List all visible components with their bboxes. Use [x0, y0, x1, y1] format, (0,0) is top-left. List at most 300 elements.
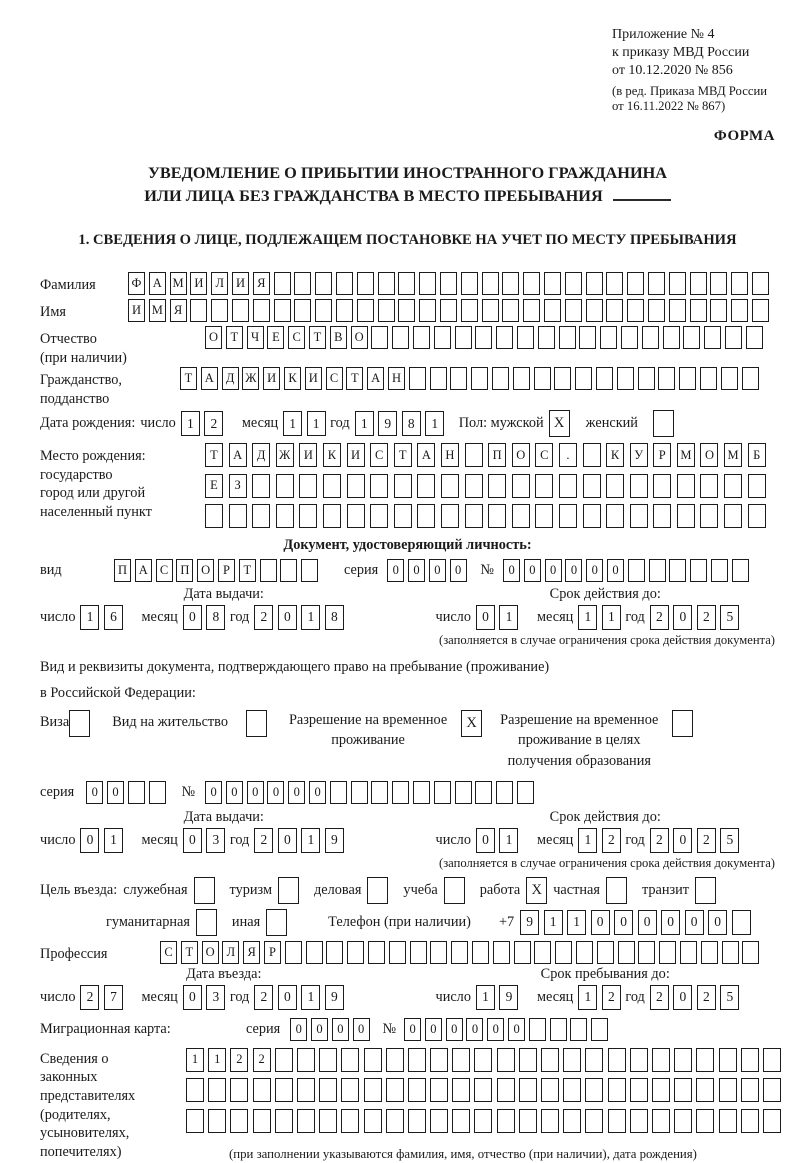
cell[interactable]: 0 — [309, 781, 326, 804]
cell[interactable] — [465, 474, 483, 498]
cell[interactable] — [652, 1078, 670, 1102]
cell[interactable]: П — [176, 559, 193, 582]
purpose-official-checkbox[interactable] — [194, 877, 215, 904]
cell[interactable]: 9 — [499, 985, 518, 1010]
cell[interactable] — [519, 1078, 537, 1102]
cell[interactable] — [274, 299, 291, 322]
cell[interactable] — [617, 367, 634, 390]
cell[interactable] — [430, 1109, 448, 1133]
cell[interactable] — [690, 299, 707, 322]
cell[interactable] — [297, 1048, 315, 1072]
cell[interactable] — [674, 1048, 692, 1072]
cell[interactable] — [585, 1109, 603, 1133]
cell[interactable] — [186, 1078, 204, 1102]
cell[interactable]: 5 — [720, 985, 739, 1010]
cell[interactable]: 0 — [685, 910, 704, 935]
cell[interactable] — [606, 504, 624, 528]
cell[interactable]: 0 — [311, 1018, 328, 1041]
cell[interactable] — [541, 1048, 559, 1072]
cell[interactable] — [517, 326, 534, 349]
cell[interactable]: 0 — [80, 828, 99, 853]
cell[interactable] — [696, 1078, 714, 1102]
cell[interactable] — [471, 367, 488, 390]
cell[interactable]: 1 — [104, 828, 123, 853]
cell[interactable] — [535, 474, 553, 498]
cell[interactable]: 2 — [230, 1048, 248, 1072]
cell[interactable] — [535, 504, 553, 528]
cell[interactable]: 0 — [183, 828, 202, 853]
cell[interactable]: 1 — [208, 1048, 226, 1072]
cell[interactable] — [441, 474, 459, 498]
cell[interactable]: 0 — [614, 910, 633, 935]
cell[interactable]: 2 — [80, 985, 99, 1010]
cell[interactable]: 0 — [278, 828, 297, 853]
cell[interactable]: 1 — [578, 828, 597, 853]
cell[interactable]: 2 — [254, 605, 273, 630]
cell[interactable] — [474, 1078, 492, 1102]
cell[interactable]: А — [229, 443, 247, 467]
cell[interactable] — [386, 1048, 404, 1072]
cell[interactable] — [748, 504, 766, 528]
cell[interactable]: 8 — [325, 605, 344, 630]
cell[interactable] — [512, 504, 530, 528]
cell[interactable] — [419, 272, 436, 295]
cell[interactable]: К — [606, 443, 624, 467]
cell[interactable] — [597, 941, 614, 964]
cell[interactable]: 0 — [107, 781, 124, 804]
cell[interactable] — [570, 1018, 587, 1041]
cell[interactable]: 2 — [204, 411, 223, 436]
cell[interactable] — [190, 299, 207, 322]
cell[interactable] — [440, 299, 457, 322]
cell[interactable] — [323, 504, 341, 528]
cell[interactable]: 0 — [183, 985, 202, 1010]
cell[interactable] — [186, 1109, 204, 1133]
cell[interactable] — [336, 272, 353, 295]
cell[interactable] — [732, 910, 751, 935]
cell[interactable] — [347, 504, 365, 528]
cell[interactable] — [285, 941, 302, 964]
cell[interactable] — [696, 1048, 714, 1072]
cell[interactable]: 1 — [181, 411, 200, 436]
cell[interactable]: . — [559, 443, 577, 467]
cell[interactable] — [465, 504, 483, 528]
cell[interactable] — [630, 1078, 648, 1102]
cell[interactable] — [386, 1078, 404, 1102]
cell[interactable] — [669, 299, 686, 322]
cell[interactable] — [677, 504, 695, 528]
cell[interactable] — [596, 367, 613, 390]
cell[interactable] — [452, 1109, 470, 1133]
cell[interactable]: Р — [218, 559, 235, 582]
cell[interactable] — [555, 941, 572, 964]
cell[interactable]: Я — [170, 299, 187, 322]
cell[interactable]: 0 — [508, 1018, 525, 1041]
cell[interactable] — [583, 443, 601, 467]
cell[interactable] — [575, 367, 592, 390]
cell[interactable]: 2 — [697, 605, 716, 630]
cell[interactable]: М — [149, 299, 166, 322]
cell[interactable]: 0 — [278, 985, 297, 1010]
cell[interactable]: И — [305, 367, 322, 390]
cell[interactable] — [606, 272, 623, 295]
cell[interactable] — [472, 941, 489, 964]
cell[interactable] — [440, 272, 457, 295]
cell[interactable] — [502, 299, 519, 322]
cell[interactable] — [398, 299, 415, 322]
cell[interactable] — [541, 1078, 559, 1102]
cell[interactable]: 6 — [104, 605, 123, 630]
cell[interactable]: О — [512, 443, 530, 467]
cell[interactable] — [330, 781, 347, 804]
cell[interactable] — [370, 504, 388, 528]
cell[interactable] — [280, 559, 297, 582]
cell[interactable] — [674, 1078, 692, 1102]
cell[interactable] — [608, 1078, 626, 1102]
cell[interactable] — [208, 1109, 226, 1133]
cell[interactable]: 1 — [301, 985, 320, 1010]
temp-permit-edu-checkbox[interactable] — [672, 710, 693, 737]
cell[interactable] — [544, 272, 561, 295]
cell[interactable]: И — [263, 367, 280, 390]
cell[interactable] — [452, 1048, 470, 1072]
cell[interactable] — [763, 1048, 781, 1072]
cell[interactable]: И — [190, 272, 207, 295]
cell[interactable] — [563, 1048, 581, 1072]
cell[interactable] — [513, 367, 530, 390]
cell[interactable]: О — [700, 443, 718, 467]
cell[interactable]: 1 — [186, 1048, 204, 1072]
cell[interactable] — [701, 941, 718, 964]
cell[interactable] — [455, 781, 472, 804]
cell[interactable] — [128, 781, 145, 804]
cell[interactable] — [579, 326, 596, 349]
cell[interactable] — [336, 299, 353, 322]
cell[interactable]: 0 — [661, 910, 680, 935]
cell[interactable]: 0 — [404, 1018, 421, 1041]
cell[interactable] — [652, 1109, 670, 1133]
cell[interactable] — [742, 941, 759, 964]
cell[interactable]: А — [201, 367, 218, 390]
cell[interactable] — [276, 474, 294, 498]
cell[interactable] — [658, 367, 675, 390]
cell[interactable]: 5 — [720, 605, 739, 630]
cell[interactable] — [519, 1048, 537, 1072]
cell[interactable] — [275, 1048, 293, 1072]
cell[interactable] — [628, 559, 645, 582]
cell[interactable] — [669, 272, 686, 295]
cell[interactable] — [538, 326, 555, 349]
cell[interactable]: Я — [253, 272, 270, 295]
cell[interactable] — [253, 1078, 271, 1102]
cell[interactable]: П — [114, 559, 131, 582]
cell[interactable]: 0 — [565, 559, 582, 582]
cell[interactable] — [648, 272, 665, 295]
cell[interactable] — [357, 299, 374, 322]
cell[interactable] — [627, 299, 644, 322]
cell[interactable]: О — [197, 559, 214, 582]
cell[interactable] — [742, 367, 759, 390]
cell[interactable]: 0 — [446, 1018, 463, 1041]
cell[interactable] — [392, 781, 409, 804]
cell[interactable]: Ж — [276, 443, 294, 467]
cell[interactable]: Е — [205, 474, 223, 498]
cell[interactable]: 1 — [301, 828, 320, 853]
cell[interactable]: Р — [264, 941, 281, 964]
cell[interactable] — [512, 474, 530, 498]
cell[interactable] — [700, 367, 717, 390]
cell[interactable] — [741, 1109, 759, 1133]
purpose-work-checkbox[interactable]: X — [526, 877, 547, 904]
cell[interactable]: 1 — [499, 605, 518, 630]
cell[interactable] — [475, 326, 492, 349]
cell[interactable]: Т — [181, 941, 198, 964]
cell[interactable] — [408, 1048, 426, 1072]
cell[interactable]: О — [205, 326, 222, 349]
cell[interactable] — [455, 326, 472, 349]
cell[interactable] — [585, 1048, 603, 1072]
cell[interactable]: 0 — [673, 605, 692, 630]
cell[interactable] — [724, 474, 742, 498]
cell[interactable] — [408, 1109, 426, 1133]
cell[interactable] — [299, 504, 317, 528]
cell[interactable] — [559, 474, 577, 498]
cell[interactable] — [306, 941, 323, 964]
cell[interactable]: 1 — [578, 605, 597, 630]
cell[interactable] — [492, 367, 509, 390]
cell[interactable]: 0 — [673, 985, 692, 1010]
cell[interactable]: Т — [394, 443, 412, 467]
cell[interactable]: 2 — [697, 828, 716, 853]
cell[interactable] — [659, 941, 676, 964]
cell[interactable]: 0 — [545, 559, 562, 582]
cell[interactable]: П — [488, 443, 506, 467]
cell[interactable] — [370, 474, 388, 498]
visa-checkbox[interactable] — [69, 710, 90, 737]
cell[interactable] — [683, 326, 700, 349]
cell[interactable] — [565, 272, 582, 295]
cell[interactable]: 9 — [378, 411, 397, 436]
cell[interactable]: 3 — [206, 828, 225, 853]
cell[interactable]: 0 — [247, 781, 264, 804]
cell[interactable] — [149, 781, 166, 804]
cell[interactable] — [606, 299, 623, 322]
cell[interactable]: Е — [267, 326, 284, 349]
cell[interactable]: Ф — [128, 272, 145, 295]
cell[interactable] — [630, 1048, 648, 1072]
cell[interactable] — [710, 299, 727, 322]
cell[interactable] — [638, 367, 655, 390]
cell[interactable]: Т — [226, 326, 243, 349]
cell[interactable] — [719, 1109, 737, 1133]
cell[interactable] — [430, 941, 447, 964]
cell[interactable] — [408, 1078, 426, 1102]
cell[interactable] — [319, 1078, 337, 1102]
cell[interactable] — [502, 272, 519, 295]
cell[interactable] — [497, 1048, 515, 1072]
cell[interactable] — [465, 443, 483, 467]
cell[interactable] — [752, 299, 769, 322]
cell[interactable] — [523, 299, 540, 322]
cell[interactable] — [474, 1109, 492, 1133]
cell[interactable] — [205, 504, 223, 528]
cell[interactable] — [434, 326, 451, 349]
purpose-study-checkbox[interactable] — [444, 877, 465, 904]
cell[interactable]: 1 — [544, 910, 563, 935]
cell[interactable] — [630, 1109, 648, 1133]
cell[interactable]: 0 — [408, 559, 425, 582]
cell[interactable] — [630, 474, 648, 498]
cell[interactable] — [230, 1078, 248, 1102]
cell[interactable] — [364, 1048, 382, 1072]
cell[interactable] — [341, 1109, 359, 1133]
cell[interactable] — [323, 474, 341, 498]
cell[interactable] — [559, 326, 576, 349]
cell[interactable] — [674, 1109, 692, 1133]
cell[interactable] — [252, 504, 270, 528]
cell[interactable]: 1 — [476, 985, 495, 1010]
cell[interactable]: А — [149, 272, 166, 295]
cell[interactable] — [497, 1078, 515, 1102]
cell[interactable]: Д — [222, 367, 239, 390]
cell[interactable]: 0 — [638, 910, 657, 935]
cell[interactable] — [704, 326, 721, 349]
temp-permit-checkbox[interactable]: X — [461, 710, 482, 737]
cell[interactable]: 9 — [325, 985, 344, 1010]
cell[interactable] — [252, 474, 270, 498]
cell[interactable] — [274, 272, 291, 295]
cell[interactable] — [653, 504, 671, 528]
cell[interactable]: А — [417, 443, 435, 467]
cell[interactable] — [394, 474, 412, 498]
cell[interactable]: Л — [211, 272, 228, 295]
cell[interactable] — [638, 941, 655, 964]
cell[interactable] — [452, 1078, 470, 1102]
cell[interactable]: 2 — [253, 1048, 271, 1072]
cell[interactable]: 0 — [673, 828, 692, 853]
cell[interactable]: 1 — [355, 411, 374, 436]
cell[interactable] — [690, 559, 707, 582]
cell[interactable] — [583, 474, 601, 498]
cell[interactable] — [441, 504, 459, 528]
cell[interactable]: Л — [222, 941, 239, 964]
cell[interactable]: А — [367, 367, 384, 390]
cell[interactable]: С — [370, 443, 388, 467]
cell[interactable] — [627, 272, 644, 295]
purpose-business-checkbox[interactable] — [367, 877, 388, 904]
cell[interactable]: 1 — [283, 411, 302, 436]
cell[interactable] — [315, 272, 332, 295]
cell[interactable] — [347, 941, 364, 964]
cell[interactable] — [294, 299, 311, 322]
cell[interactable]: 8 — [206, 605, 225, 630]
cell[interactable]: Т — [180, 367, 197, 390]
cell[interactable] — [413, 781, 430, 804]
cell[interactable] — [517, 781, 534, 804]
cell[interactable]: Д — [252, 443, 270, 467]
cell[interactable] — [732, 559, 749, 582]
cell[interactable] — [731, 299, 748, 322]
cell[interactable]: 0 — [708, 910, 727, 935]
gender-male-checkbox[interactable]: X — [549, 410, 570, 437]
cell[interactable] — [417, 504, 435, 528]
cell[interactable] — [450, 367, 467, 390]
cell[interactable]: И — [347, 443, 365, 467]
cell[interactable] — [253, 1109, 271, 1133]
cell[interactable]: О — [202, 941, 219, 964]
cell[interactable] — [253, 299, 270, 322]
cell[interactable] — [724, 504, 742, 528]
cell[interactable]: 0 — [476, 605, 495, 630]
cell[interactable] — [731, 272, 748, 295]
cell[interactable] — [368, 941, 385, 964]
cell[interactable] — [621, 326, 638, 349]
cell[interactable] — [474, 1048, 492, 1072]
cell[interactable] — [710, 272, 727, 295]
cell[interactable] — [378, 272, 395, 295]
cell[interactable] — [497, 1109, 515, 1133]
cell[interactable] — [608, 1048, 626, 1072]
purpose-transit-checkbox[interactable] — [695, 877, 716, 904]
cell[interactable]: 0 — [450, 559, 467, 582]
cell[interactable]: 2 — [602, 828, 621, 853]
cell[interactable]: 0 — [607, 559, 624, 582]
cell[interactable] — [299, 474, 317, 498]
cell[interactable]: 1 — [567, 910, 586, 935]
cell[interactable] — [563, 1109, 581, 1133]
cell[interactable] — [434, 781, 451, 804]
cell[interactable]: Н — [441, 443, 459, 467]
cell[interactable]: 0 — [267, 781, 284, 804]
cell[interactable]: 2 — [650, 828, 669, 853]
cell[interactable] — [297, 1078, 315, 1102]
cell[interactable] — [496, 781, 513, 804]
cell[interactable] — [677, 474, 695, 498]
cell[interactable] — [722, 941, 739, 964]
cell[interactable] — [357, 272, 374, 295]
cell[interactable]: И — [232, 272, 249, 295]
cell[interactable]: И — [299, 443, 317, 467]
cell[interactable] — [514, 941, 531, 964]
cell[interactable]: 0 — [288, 781, 305, 804]
cell[interactable]: 0 — [476, 828, 495, 853]
cell[interactable] — [550, 1018, 567, 1041]
cell[interactable]: Я — [243, 941, 260, 964]
cell[interactable]: 5 — [720, 828, 739, 853]
cell[interactable] — [608, 1109, 626, 1133]
cell[interactable]: 8 — [402, 411, 421, 436]
cell[interactable] — [534, 941, 551, 964]
purpose-humanitarian-checkbox[interactable] — [196, 909, 217, 936]
cell[interactable]: 2 — [602, 985, 621, 1010]
cell[interactable] — [371, 326, 388, 349]
cell[interactable] — [721, 367, 738, 390]
cell[interactable]: У — [630, 443, 648, 467]
cell[interactable] — [482, 272, 499, 295]
cell[interactable]: В — [330, 326, 347, 349]
cell[interactable] — [748, 474, 766, 498]
cell[interactable] — [493, 941, 510, 964]
cell[interactable] — [519, 1109, 537, 1133]
purpose-private-checkbox[interactable] — [606, 877, 627, 904]
cell[interactable] — [430, 1078, 448, 1102]
cell[interactable]: Т — [346, 367, 363, 390]
cell[interactable] — [630, 504, 648, 528]
cell[interactable] — [230, 1109, 248, 1133]
cell[interactable] — [649, 559, 666, 582]
cell[interactable] — [541, 1109, 559, 1133]
cell[interactable] — [711, 559, 728, 582]
